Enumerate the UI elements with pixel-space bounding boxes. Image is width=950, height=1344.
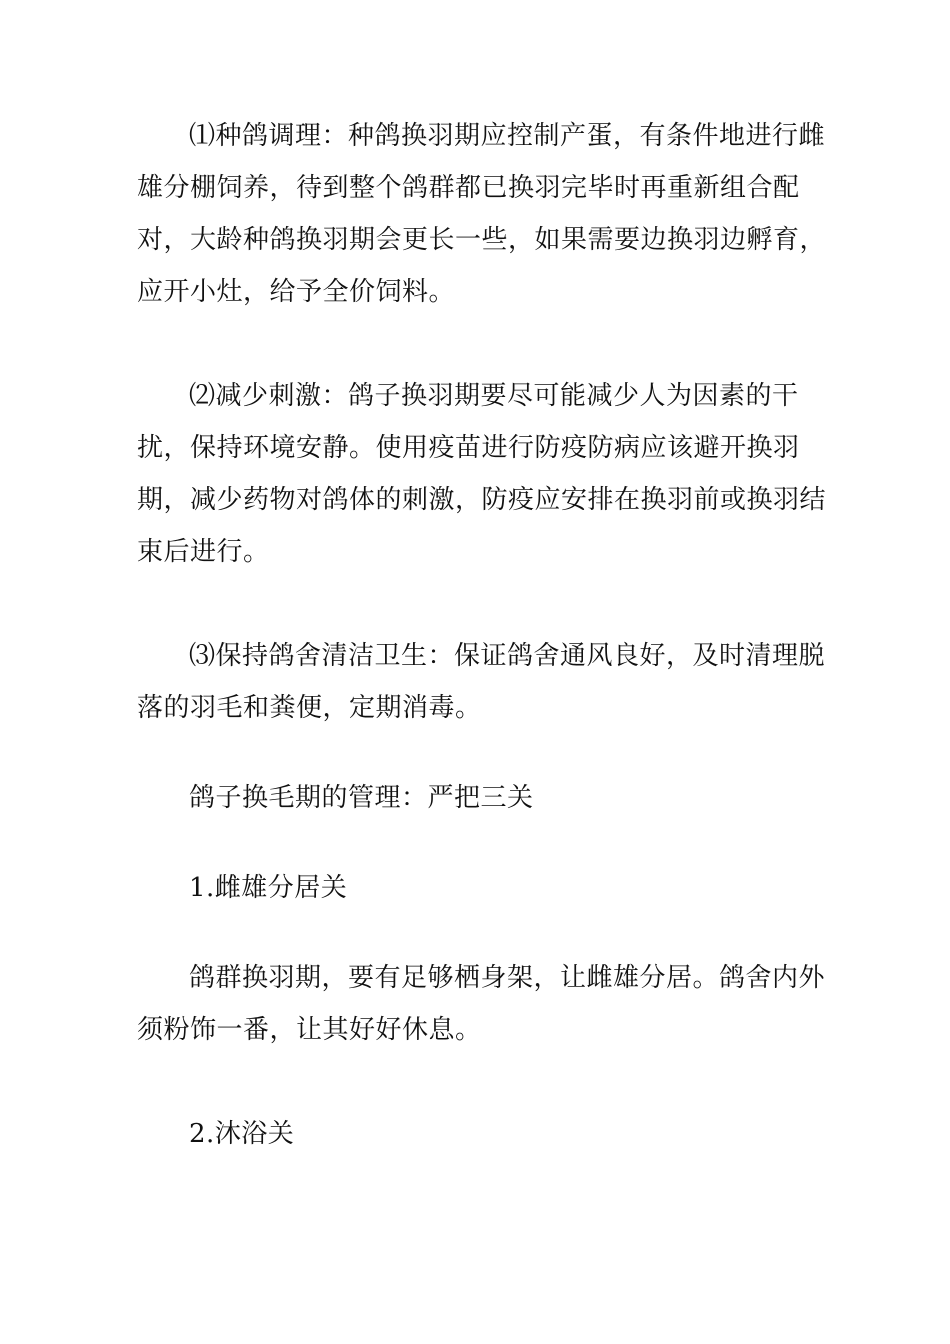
- paragraph-loft-hygiene: ⑶保持鸽舍清洁卫生：保证鸽舍通风良好，及时清理脱落的羽毛和粪便，定期消毒。: [137, 641, 826, 723]
- paragraph-breeder-conditioning: ⑴种鸽调理：种鸽换羽期应控制产蛋，有条件地进行雌雄分棚饲养，待到整个鸽群都已换羽完毕时再重新组合配对，大龄种鸽换羽期会更长一些，如果需要边换羽边孵育，应开小灶，给予全价饲料。: [137, 121, 827, 307]
- document-body: [137, 110, 837, 1160]
- subheading-separation: 1.雌雄分居关: [189, 873, 348, 903]
- section-heading-molting-management: 鸽子换毛期的管理：严把三关: [189, 783, 534, 813]
- paragraph-separation-detail: 鸽群换羽期，要有足够栖身架，让雌雄分居。鸽舍内外须粉饰一番，让其好好休息。: [137, 963, 826, 1045]
- paragraph-reduce-stimulation: ⑵减少刺激：鸽子换羽期要尽可能减少人为因素的干扰，保持环境安静。使用疫苗进行防疫防病应该避开换羽期，减少药物对鸽体的刺激，防疫应安排在换羽前或换羽结束后进行。: [137, 381, 827, 567]
- subheading-bathing: 2.沐浴关: [189, 1119, 295, 1149]
